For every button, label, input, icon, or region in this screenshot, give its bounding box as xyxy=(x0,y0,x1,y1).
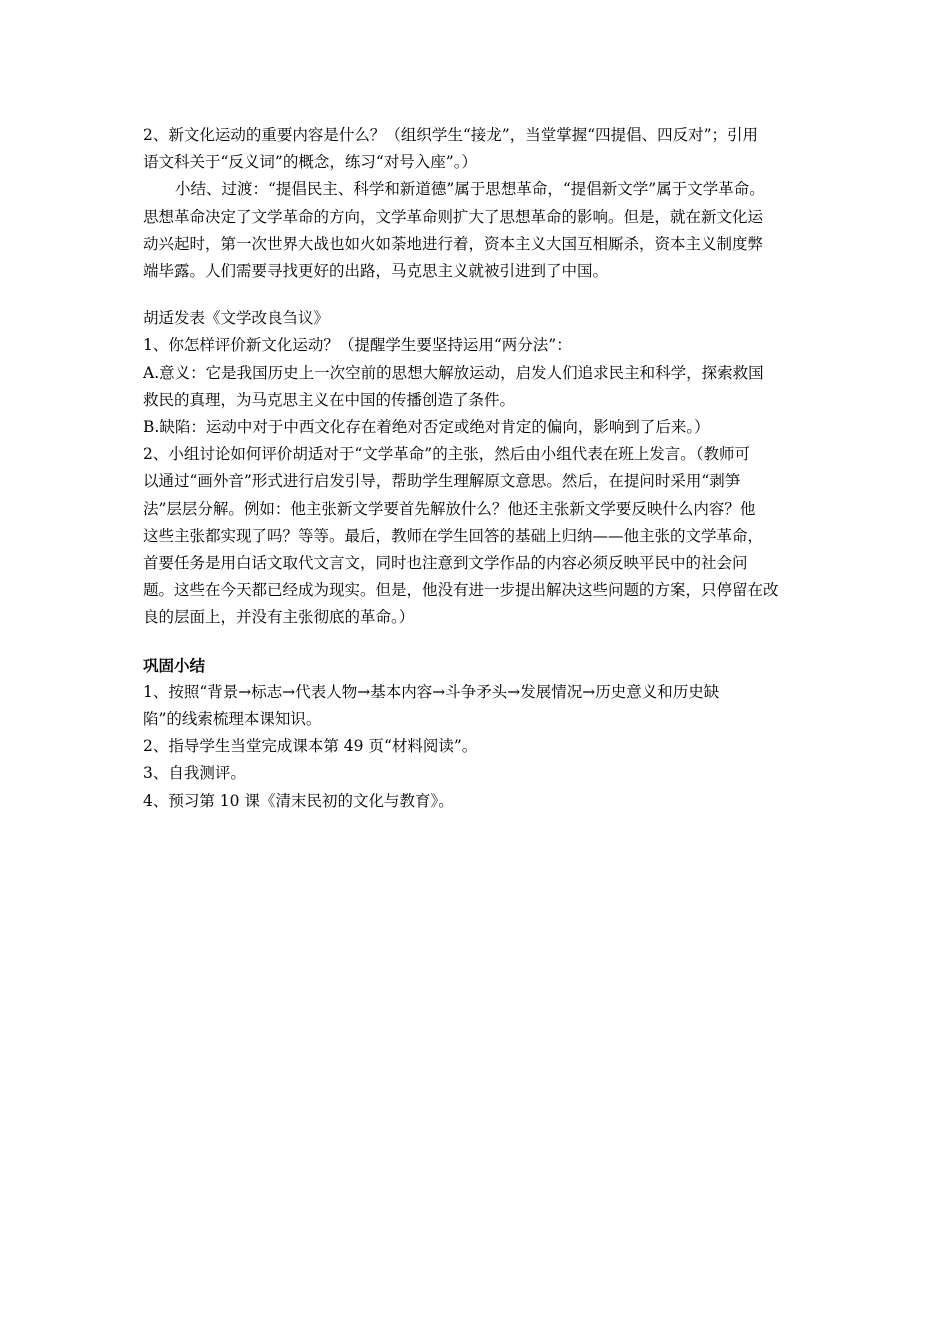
summary-line-4: 端毕露。人们需要寻找更好的出路，马克思主义就被引进到了中国。 xyxy=(143,262,609,281)
significance-line-2: 救民的真理，为马克思主义在中国的传播创造了条件。 xyxy=(143,390,516,409)
summary-line-2: 思想革命决定了文学革命的方向，文学革命则扩大了思想革命的影响。但是，就在新文化运 xyxy=(143,207,764,226)
section-hushi xyxy=(143,305,813,631)
discussion-line-2: 以通过“画外音”形式进行启发引导，帮助学生理解原文意思。然后，在提问时采用“剥笋 xyxy=(143,472,741,491)
discussion-line-3: 法”层层分解。例如：他主张新文学要首先解放什么？他还主张新文学要反映什么内容？他 xyxy=(143,499,756,518)
section-hushi-title: 胡适发表《文学改良刍议》 xyxy=(143,309,330,328)
section-content-question xyxy=(143,122,813,285)
consolidation-item-1-line-2: 陷”的线索梳理本课知识。 xyxy=(143,710,322,729)
consolidation-item-2: 2、指导学生当堂完成课本第 49 页“材料阅读”。 xyxy=(143,737,478,756)
discussion-line-7: 良的层面上，并没有主张彻底的革命。） xyxy=(143,608,415,627)
spacer xyxy=(143,285,813,305)
summary-line-1: 小结、过渡：“提倡民主、科学和新道德”属于思想革命，“提倡新文学”属于文学革命。 xyxy=(175,180,765,199)
spacer xyxy=(143,632,813,652)
question-2-line-2: 语文科关于“反义词”的概念，练习“对号入座”。） xyxy=(143,153,477,172)
discussion-line-1: 2、小组讨论如何评价胡适对于“文学革命”的主张，然后由小组代表在班上发言。（教师可 xyxy=(143,445,750,464)
section-consolidation xyxy=(143,652,813,815)
document-page xyxy=(143,122,813,815)
evaluation-question-1: 1、你怎样评价新文化运动？（提醒学生要坚持运用“两分法”： xyxy=(143,336,572,355)
significance-line-1: A.意义：它是我国历史上一次空前的思想大解放运动，启发人们追求民主和科学，探索救国 xyxy=(143,363,764,382)
summary-line-3: 动兴起时，第一次世界大战也如火如荼地进行着，资本主义大国互相厮杀，资本主义制度弊 xyxy=(143,234,764,253)
section-consolidation-title: 巩固小结 xyxy=(143,655,206,675)
consolidation-item-4: 4、预习第 10 课《清末民初的文化与教育》。 xyxy=(143,791,454,810)
discussion-line-6: 题。这些在今天都已经成为现实。但是，他没有进一步提出解决这些问题的方案，只停留在改 xyxy=(143,581,779,600)
consolidation-item-1-line-1: 1、按照“背景→标志→代表人物→基本内容→斗争矛头→发展情况→历史意义和历史缺 xyxy=(143,682,720,701)
question-2-line-1: 2、新文化运动的重要内容是什么？（组织学生“接龙”，当堂掌握“四提倡、四反对”；引用 xyxy=(143,126,759,144)
consolidation-item-3: 3、自我测评。 xyxy=(143,764,246,783)
defect-line: B.缺陷：运动中对于中西文化存在着绝对否定或绝对肯定的偏向，影响到了后来。） xyxy=(143,418,710,437)
discussion-line-5: 首要任务是用白话文取代文言文，同时也注意到文学作品的内容必须反映平民中的社会问 xyxy=(143,554,748,573)
discussion-line-4: 这些主张都实现了吗？等等。最后，教师在学生回答的基础上归纳——他主张的文学革命， xyxy=(143,526,764,545)
